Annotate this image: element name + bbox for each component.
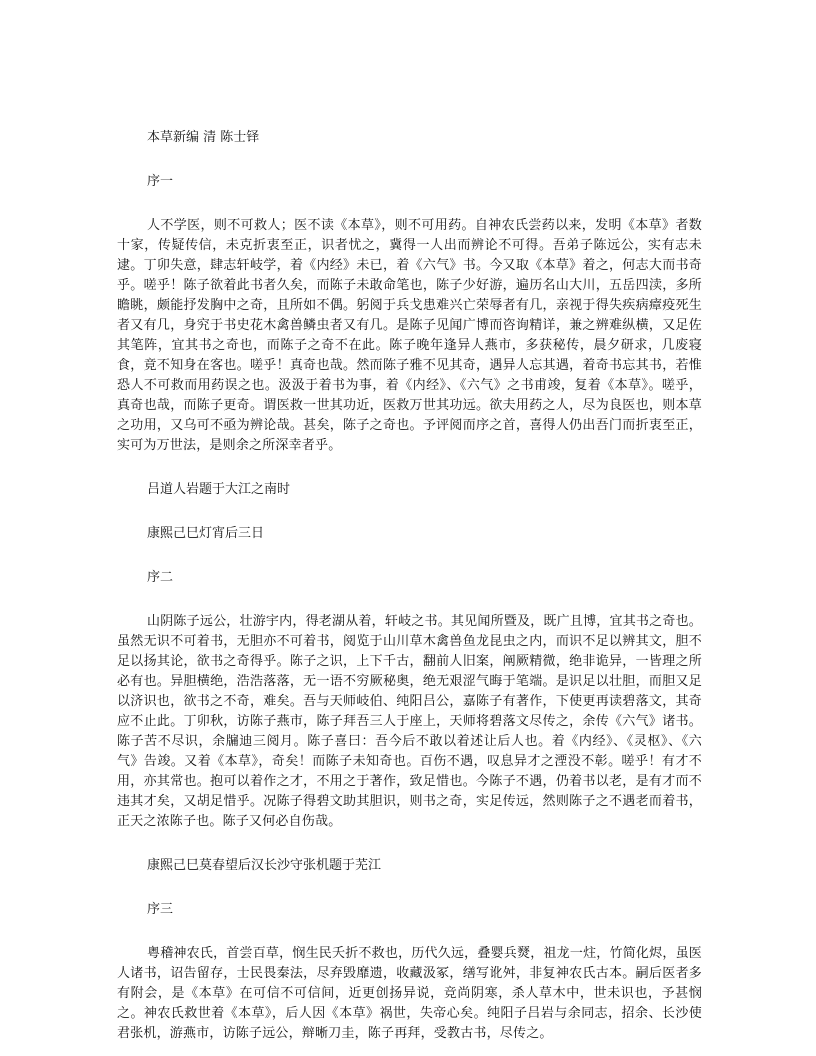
preface-3-heading: 序三 — [147, 902, 174, 917]
preface-1-body: 人不学医，则不可救人；医不读《本草》，则不可用药。自神农氏尝药以来，发明《本草》者数十家，传疑传信，未克折衷至正，识者忧之，冀得一人出而辨论不可得。吾弟子陈远公，实有志未逮。丁卯失意，肆志轩岐学，着《内经》未已，着《六气》书。今又取《本草》着之，何志大而书奇乎。嗟乎！陈子欲着此书者久矣，而陈子未敢命笔也，陈子少好游，遍历名山大川，五岳四渎，多所瞻眺，颇能抒发胸中之奇，且所如不偶。躬阅于兵戈患难兴亡荣辱者有几，亲视于得失疾病瘴疫死生者又有几，身究于书史花木禽兽鳞虫者又有几。是陈子见闻广博而咨询精详，兼之辨难纵横，又足佐其笔阵，宜其书之奇也，而陈子之奇不在此。陈子晚年逢异人燕市，多获秘传，晨夕研求，几废寝食，竟不知身在客也。嗟乎！真奇也哉。然而陈子雅不见其奇，遇异人忘其遇，着奇书忘其书，若惟恐人不可救而用药误之也。汲汲于着书为事，着《内经》、《六气》之书甫竣，复着《本草》。嗟乎，真奇也哉，而陈子更奇。谓医救一世其功近，医救万世其功远。欲夫用药之人，尽为良医也，则本草之功用，又乌可不亟为辨论哉。甚矣，陈子之奇也。予评阅而序之首，喜得人仍出吾门而折衷至正，实可为万世法，是则余之所深幸者乎。 — [117, 218, 702, 453]
document-page — [117, 128, 702, 1044]
preface-2-body: 山阴陈子远公，壮游宇内，得老湖从着，轩岐之书。其见闻所暨及，既广且博，宜其书之奇也。虽然无识不可着书，无胆亦不可着书，阅览于山川草木禽兽鱼龙昆虫之内，而识不足以辨其文，胆不足以扬其论，欲书之奇得乎。陈子之识，上下千古，翻前人旧案，阐厥精微，绝非诡异，一皆理之所必有也。异胆横绝，浩浩落落，无一语不穷厥秘奥，绝无艰涩气晦于笔端。是识足以壮胆，而胆又足以济识也，欲书之不奇，难矣。吾与天师岐伯、纯阳吕公，嘉陈子有著作，下使更再读碧落文，其奇应不止此。丁卯秋，访陈子燕市，陈子拜吾三人于座上，天师将碧落文尽传之，余传《六气》诸书。陈子苦不尽识，余牖迪三阅月。陈子喜曰：吾今后不敢以着述让后人也。着《内经》、《灵枢》、《六气》告竣。又着《本草》，奇矣！而陈子未知奇也。百伤不遇，叹息异才之湮没不彰。嗟乎！有才不用，亦其常也。抱可以着作之才，不用之于著作，致足惜也。今陈子不遇，仍着书以老，是有才而不违其才矣，又胡足惜乎。况陈子得碧文助其胆识，则书之奇，实足传远，然则陈子之不遇老而着书，正天之浓陈子也。陈子又何必自伤哉。 — [117, 614, 702, 829]
preface-3-body: 粤稽神农氏，首尝百草，悯生民夭折不救也，历代久远，叠婴兵燹，祖龙一炷，竹简化烬，虽医人诸书，诏告留存，士民畏秦法，尽弃毁靡遗，收藏汲冢，缮写讹舛，非复神农氏古本。嗣后医者多有附会，是《本草》在可信不可信间，近更创扬异说，竞尚阴寒，杀人草木中，世未识也，予甚悯之。神农氏救世着《本草》，后人因《本草》祸世，失帝心矣。纯阳子吕岩与余同志，招余、长沙使君张机，游燕市，访陈子远公，辩晰刀圭，陈子再拜，受教古书，尽传之。 — [117, 946, 702, 1041]
preface-1-date: 康熙己巳灯宵后三日 — [147, 526, 265, 541]
preface-1-signature: 吕道人岩题于大江之南时 — [147, 482, 291, 497]
document-title: 本草新编 清 陈士铎 — [147, 130, 260, 145]
preface-2-signature: 康熙己巳莫春望后汉长沙守张机题于芜江 — [147, 858, 382, 873]
preface-1-heading: 序一 — [147, 174, 174, 189]
preface-2-heading: 序二 — [147, 570, 174, 585]
